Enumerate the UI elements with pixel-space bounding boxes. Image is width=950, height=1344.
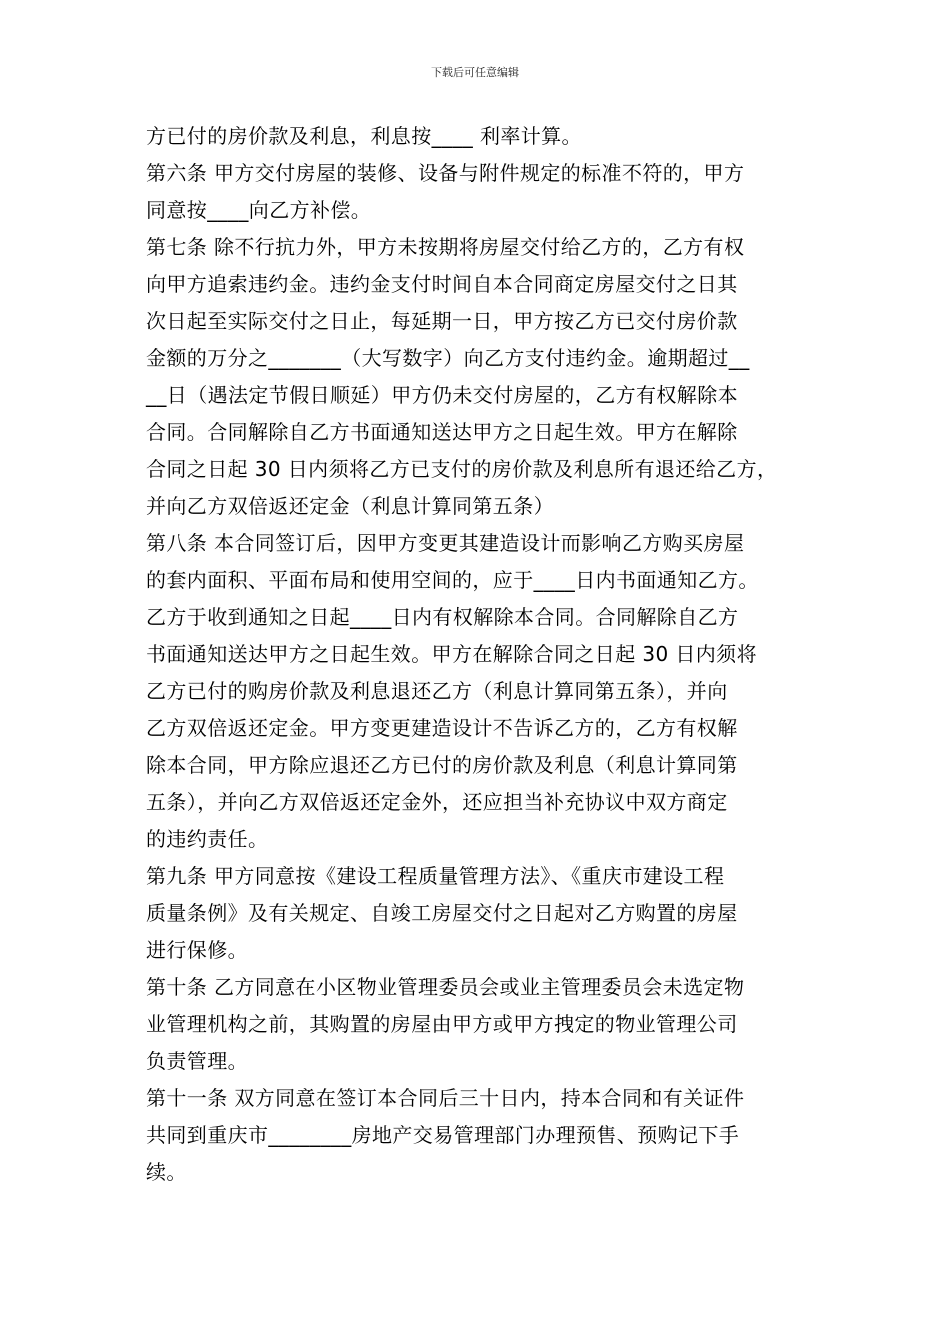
text-line: 向甲方追索违约金。违约金支付时间自本合同商定房屋交付之日其 (146, 272, 738, 296)
text-line: 书面通知送达甲方之日起生效。甲方在解除合同之日起 30 日内须将 (146, 642, 757, 666)
text-line: 第七条 除不行抗力外，甲方未按期将房屋交付给乙方的，乙方有权 (146, 235, 745, 259)
text-line: 第十一条 双方同意在签订本合同后三十日内，持本合同和有关证件 (146, 1086, 745, 1110)
text-line: 第六条 甲方交付房屋的装修、设备与附件规定的标准不符的，甲方 (146, 161, 745, 185)
text-line: 金额的万分之_______（大写数字）向乙方支付违约金。逾期超过__ (146, 346, 750, 370)
text-line: 乙方于收到通知之日起____日内有权解除本合同。合同解除自乙方 (146, 605, 739, 629)
text-line: 的违约责任。 (146, 827, 269, 851)
text-line: 合同。合同解除自乙方书面通知送达甲方之日起生效。甲方在解除 (146, 420, 738, 444)
text-line: 负责管理。 (146, 1049, 248, 1073)
text-line: 五条），并向乙方双倍返还定金外，还应担当补充协议中双方商定 (146, 790, 728, 814)
header-note: 下载后可任意编辑 (431, 66, 519, 79)
text-line: 进行保修。 (146, 938, 248, 962)
text-line: 除本合同，甲方除应退还乙方已付的房价款及利息（利息计算同第 (146, 753, 738, 777)
text-line: 乙方双倍返还定金。甲方变更建造设计不告诉乙方的，乙方有权解 (146, 716, 738, 740)
text-line: 业管理机构之前，其购置的房屋由甲方或甲方拽定的物业管理公司 (146, 1012, 738, 1036)
text-line: 乙方已付的购房价款及利息退还乙方（利息计算同第五条），并向 (146, 679, 728, 703)
contract-body (146, 118, 826, 1191)
text-line: 合同之日起 30 日内须将乙方已支付的房价款及利息所有退还给乙方， (146, 457, 778, 481)
text-line: 的套内面积、平面布局和使用空间的，应于____日内书面通知乙方。 (146, 568, 759, 592)
text-line: 共同到重庆市________房地产交易管理部门办理预售、预购记下手 (146, 1123, 740, 1147)
text-line: 第十条 乙方同意在小区物业管理委员会或业主管理委员会未选定物 (146, 975, 745, 999)
text-line: 同意按____向乙方补偿。 (146, 198, 372, 222)
text-line: 续。 (146, 1160, 187, 1184)
text-line: 第八条 本合同签订后，因甲方变更其建造设计而影响乙方购买房屋 (146, 531, 745, 555)
text-line: __日（遇法定节假日顺延）甲方仍未交付房屋的，乙方有权解除本 (146, 383, 738, 407)
text-line: 第九条 甲方同意按《建设工程质量管理方法》、《重庆市建设工程 (146, 864, 725, 888)
text-line: 质量条例》及有关规定、自竣工房屋交付之日起对乙方购置的房屋 (146, 901, 738, 925)
text-line: 并向乙方双倍返还定金（利息计算同第五条） (146, 494, 554, 518)
text-line: 次日起至实际交付之日止，每延期一日，甲方按乙方已交付房价款 (146, 309, 738, 333)
text-line: 方已付的房价款及利息，利息按____ 利率计算。 (146, 124, 582, 148)
